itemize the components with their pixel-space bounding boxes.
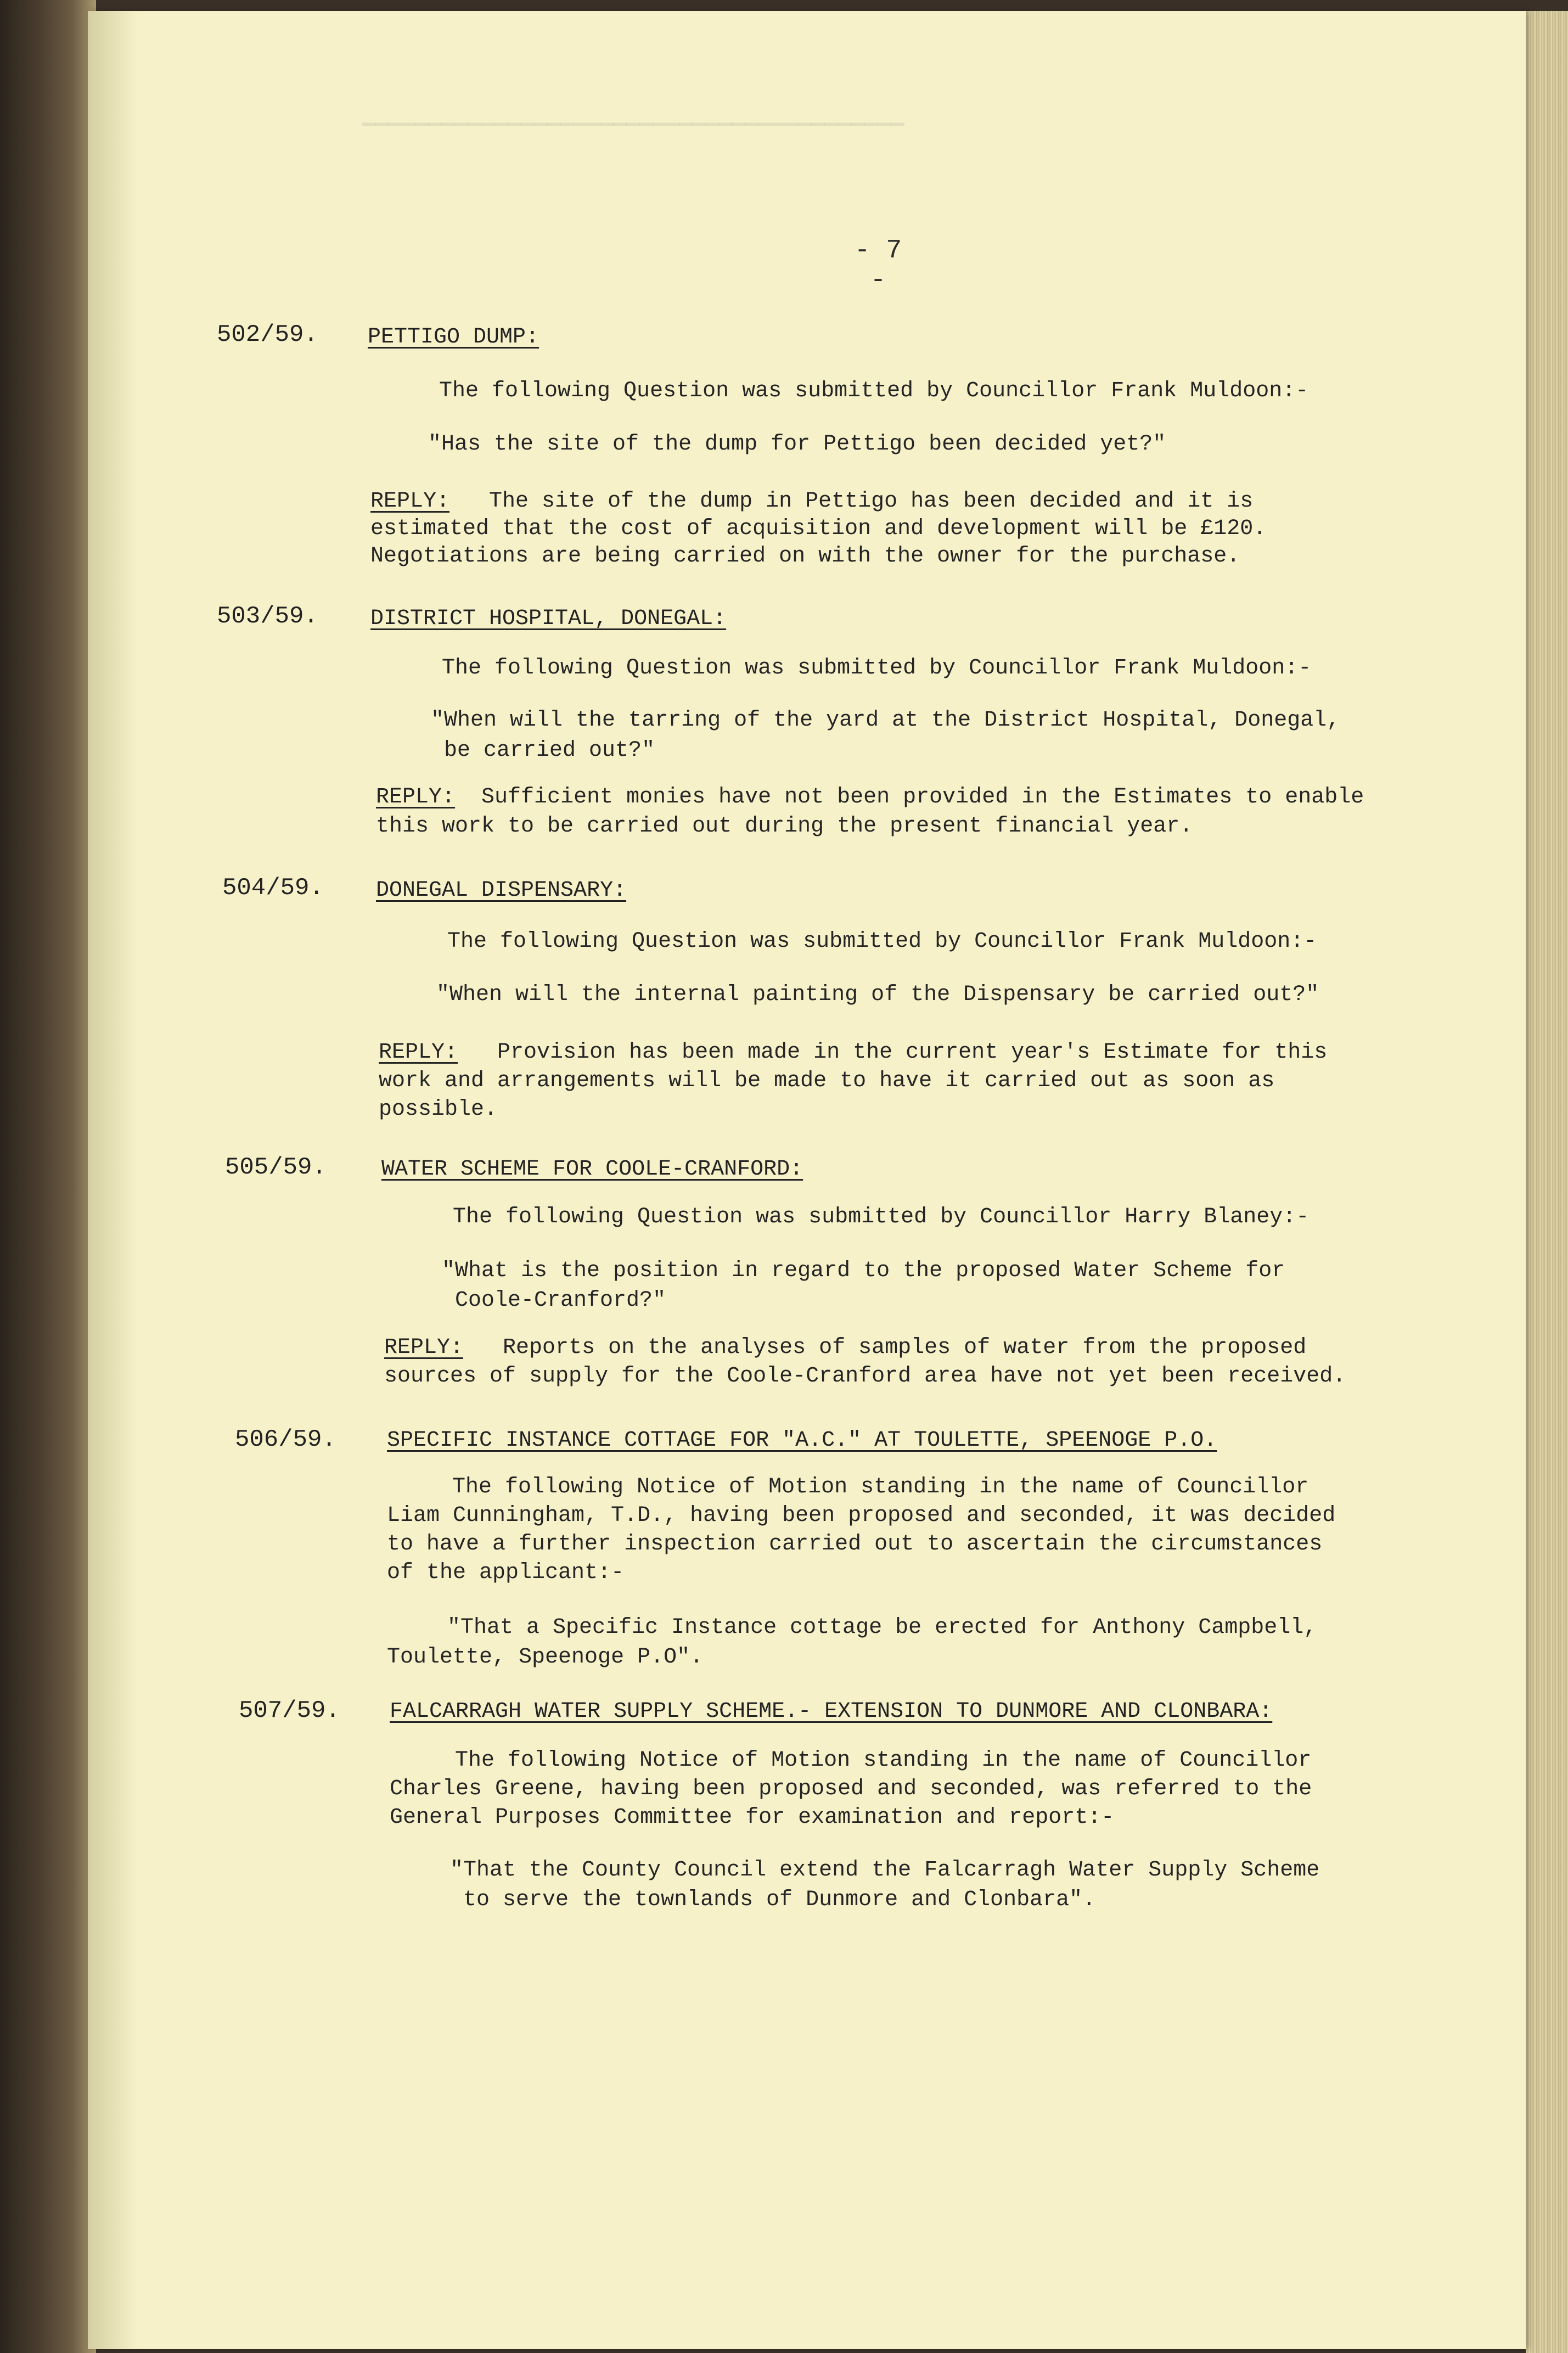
show-through-text: ▔▔▔▔▔▔▔▔▔▔▔▔▔▔▔▔▔▔▔▔▔▔▔▔▔▔▔▔▔▔▔▔▔▔▔▔▔▔▔▔▔: [362, 126, 904, 150]
question-intro: The following Question was submitted by Councillor Frank Muldoon:-: [439, 379, 1309, 403]
question-quote: "When will the internal painting of the Dispensary be carried out?": [436, 982, 1319, 1007]
reply-line: The site of the dump in Pettigo has been decided and it is: [449, 489, 1254, 514]
document-page: [88, 11, 1526, 2349]
minute-heading: DISTRICT HOSPITAL, DONEGAL:: [370, 606, 727, 631]
minute-heading: PETTIGO DUMP:: [368, 325, 539, 350]
motion-quote: "That the County Council extend the Falcarragh Water Supply Scheme: [450, 1858, 1320, 1883]
reply-label: REPLY:: [370, 489, 450, 514]
reply-line: possible.: [379, 1097, 498, 1122]
minute-heading: DONEGAL DISPENSARY:: [376, 878, 627, 903]
reply-paragraph: [379, 1037, 1327, 1068]
reply-line: Reports on the analyses of samples of water from the proposed: [463, 1335, 1307, 1360]
question-quote: be carried out?": [431, 738, 655, 763]
motion-line: General Purposes Committee for examination and report:-: [390, 1805, 1115, 1830]
question-intro: The following Question was submitted by Councillor Frank Muldoon:-: [442, 656, 1312, 681]
minute-heading: SPECIFIC INSTANCE COTTAGE FOR "A.C." AT TOULETTE, SPEENOGE P.O.: [387, 1428, 1217, 1453]
reply-label: REPLY:: [376, 785, 456, 810]
minute-number: 507/59.: [239, 1697, 340, 1725]
minute-number: 505/59.: [225, 1154, 327, 1181]
reply-label: REPLY:: [384, 1335, 464, 1360]
question-intro: The following Question was submitted by Councillor Harry Blaney:-: [453, 1205, 1310, 1229]
motion-quote: to serve the townlands of Dunmore and Clonbara".: [450, 1888, 1096, 1912]
minute-number: 502/59.: [217, 321, 318, 349]
reply-paragraph: [376, 782, 1364, 813]
reply-line: this work to be carried out during the present financial year.: [376, 814, 1193, 839]
book-binding: [0, 0, 96, 2353]
reply-label: REPLY:: [379, 1040, 458, 1065]
minute-number: 503/59.: [217, 603, 318, 630]
question-quote: "Has the site of the dump for Pettigo been decided yet?": [428, 432, 1166, 457]
reply-paragraph: [384, 1333, 1306, 1363]
motion-line: Charles Greene, having been proposed and seconded, was referred to the: [390, 1777, 1312, 1801]
question-quote: "When will the tarring of the yard at the District Hospital, Donegal,: [431, 708, 1340, 733]
reply-line: work and arrangements will be made to have it carried out as soon as: [379, 1069, 1275, 1093]
reply-paragraph: [370, 486, 1253, 517]
page-number: - 7 -: [854, 236, 902, 295]
motion-line: The following Notice of Motion standing in the name of Councillor: [442, 1748, 1312, 1773]
motion-line: The following Notice of Motion standing in the name of Councillor: [439, 1475, 1309, 1500]
question-intro: The following Question was submitted by Councillor Frank Muldoon:-: [447, 929, 1317, 954]
motion-quote: "That a Specific Instance cottage be erected for Anthony Campbell,: [447, 1615, 1317, 1640]
motion-line: to have a further inspection carried out to ascertain the circumstances: [387, 1532, 1323, 1557]
reply-line: Sufficient monies have not been provided in the Estimates to enable: [455, 785, 1364, 810]
reply-line: Provision has been made in the current year's Estimate for this: [458, 1040, 1328, 1065]
page-edges: [1526, 11, 1568, 2353]
motion-line: of the applicant:-: [387, 1560, 625, 1585]
minute-heading: WATER SCHEME FOR COOLE-CRANFORD:: [381, 1157, 803, 1182]
question-quote: "What is the position in regard to the proposed Water Scheme for: [442, 1259, 1285, 1283]
minute-number: 504/59.: [222, 874, 324, 902]
question-quote: Coole-Cranford?": [442, 1288, 666, 1313]
minute-number: 506/59.: [235, 1426, 336, 1453]
reply-line: sources of supply for the Coole-Cranford area have not yet been received.: [384, 1364, 1346, 1389]
reply-line: Negotiations are being carried on with the owner for the purchase.: [370, 544, 1240, 569]
motion-quote: Toulette, Speenoge P.O".: [387, 1645, 704, 1670]
reply-line: estimated that the cost of acquisition and development will be £120.: [370, 516, 1267, 541]
minute-heading: FALCARRAGH WATER SUPPLY SCHEME.- EXTENSION TO DUNMORE AND CLONBARA:: [390, 1699, 1273, 1724]
motion-line: Liam Cunningham, T.D., having been proposed and seconded, it was decided: [387, 1503, 1336, 1528]
